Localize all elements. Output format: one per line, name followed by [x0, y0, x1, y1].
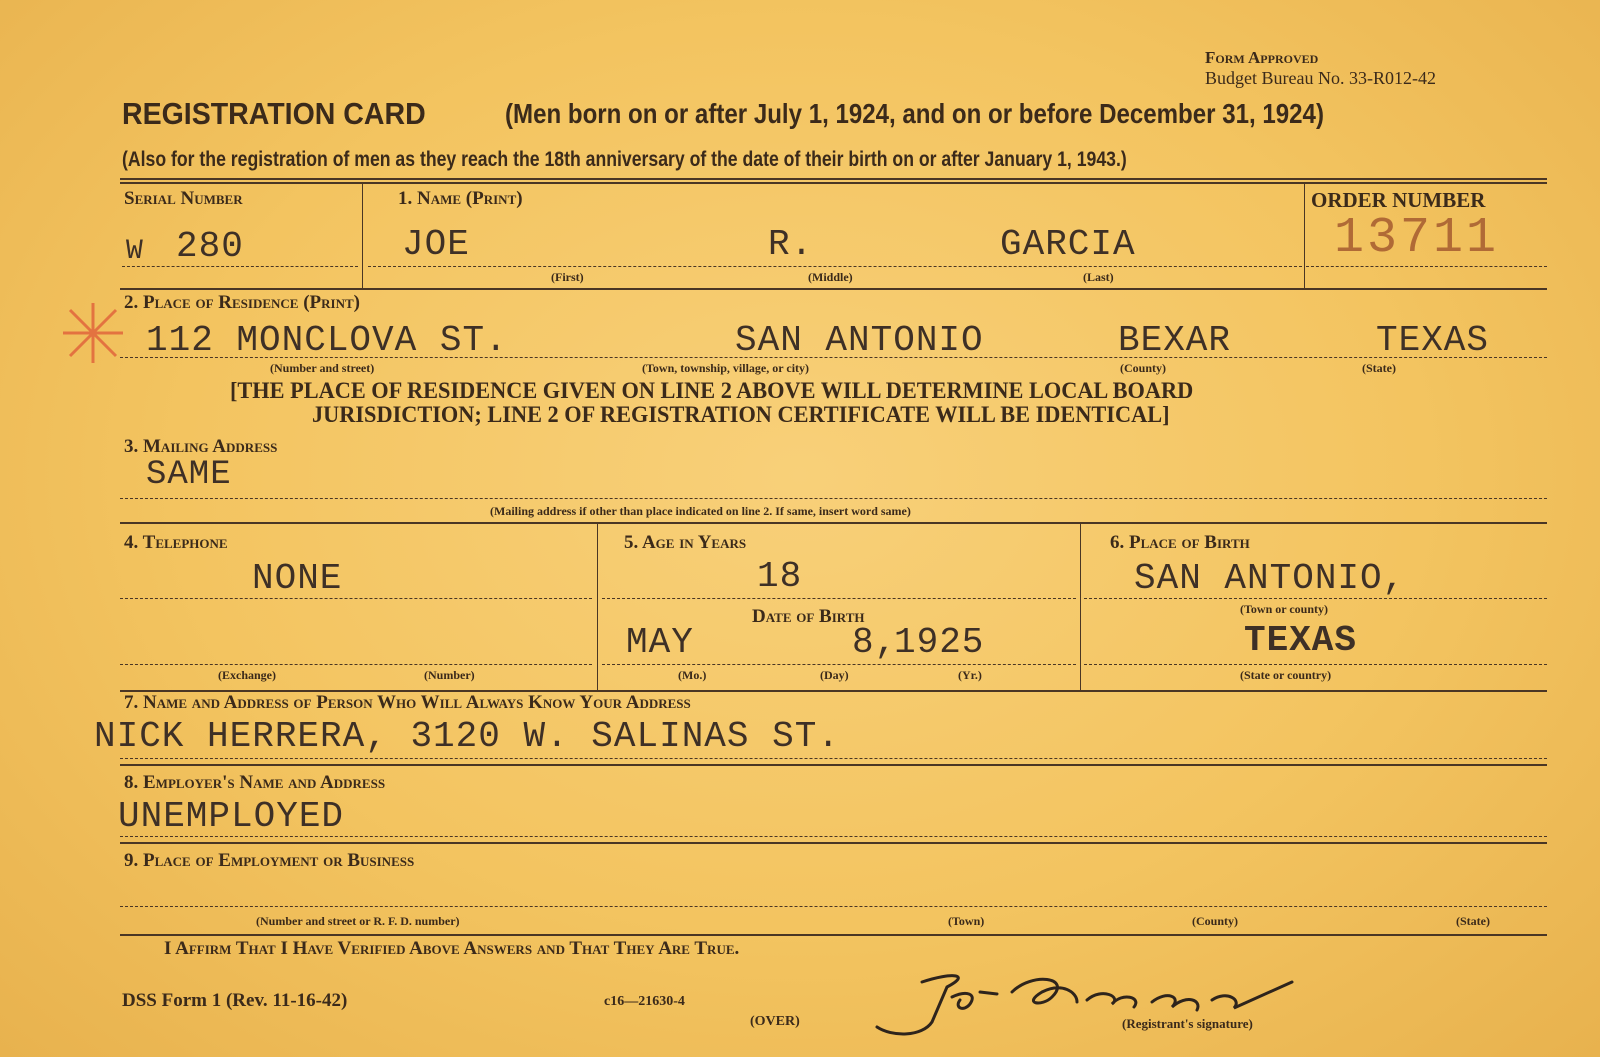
signature-caption: (Registrant's signature): [1122, 1016, 1253, 1031]
employment-street-caption: (Number and street or R. F. D. number): [256, 914, 460, 928]
dob-year: 1925: [894, 622, 985, 663]
birthplace-label: 6. Place of Birth: [1110, 532, 1250, 553]
residence-notice-line1: [THE PLACE OF RESIDENCE GIVEN ON LINE 2 ABOVE WILL DETERMINE LOCAL BOARD: [230, 378, 1194, 403]
employment-town-caption: (Town): [948, 914, 985, 928]
number-caption: (Number): [424, 668, 475, 682]
also-note: (Also for the registration of men as they reach the 18th anniversary of the date of their birth on or after January 1, 1943.): [122, 148, 1127, 171]
day-caption: (Day): [820, 668, 849, 682]
dob-label: Date of Birth: [752, 606, 865, 627]
mailing-caption: (Mailing address if other than place indicated on line 2. If same, insert word same): [490, 504, 911, 518]
last-name: GARCIA: [1000, 224, 1136, 265]
serial-prefix: W: [126, 236, 144, 267]
order-label: ORDER NUMBER: [1311, 188, 1486, 212]
residence-state: TEXAS: [1376, 320, 1490, 361]
birthplace-state-caption: (State or country): [1240, 668, 1332, 682]
affirm-statement: I Affirm That I Have Verified Above Answers and That They Are True.: [164, 938, 740, 959]
town-caption: (Town, township, village, or city): [642, 361, 810, 375]
telephone-label: 4. Telephone: [124, 532, 228, 553]
employment-state-caption: (State): [1456, 914, 1490, 928]
employer-label: 8. Employer's Name and Address: [124, 772, 386, 793]
serial-value: 280: [176, 226, 244, 267]
form-id: DSS Form 1 (Rev. 11-16-42): [122, 990, 348, 1011]
residence-street: 112 MONCLOVA ST.: [146, 320, 508, 361]
serial-label: Serial Number: [124, 188, 243, 209]
residence-label: 2. Place of Residence (Print): [124, 292, 360, 313]
year-caption: (Yr.): [958, 668, 982, 682]
over-note: (OVER): [750, 1014, 800, 1029]
residence-town: SAN ANTONIO: [735, 320, 984, 361]
contact-label: 7. Name and Address of Person Who Will Always Know Your Address: [124, 692, 691, 713]
employer-value: UNEMPLOYED: [118, 796, 345, 837]
print-code: c16—21630-4: [604, 994, 685, 1009]
middle-caption: (Middle): [808, 270, 853, 284]
budget-bureau: Budget Bureau No. 33-R012-42: [1205, 68, 1436, 88]
birthplace-state: TEXAS: [1244, 620, 1358, 661]
order-number: 13711: [1334, 210, 1500, 267]
employment-county-caption: (County): [1192, 914, 1239, 928]
telephone-value: NONE: [252, 558, 343, 599]
exchange-caption: (Exchange): [218, 668, 276, 682]
red-asterisk-mark: [58, 298, 128, 368]
form-approved: Form Approved: [1205, 48, 1319, 67]
birthplace-town-caption: (Town or county): [1240, 602, 1329, 616]
mailing-value: SAME: [146, 456, 232, 494]
age-label: 5. Age in Years: [624, 532, 747, 553]
first-name: JOE: [402, 224, 470, 265]
birth-range: (Men born on or after July 1, 1924, and on or before December 31, 1924): [505, 98, 1324, 129]
first-caption: (First): [551, 270, 584, 284]
age-value: 18: [757, 556, 803, 597]
residence-county: BEXAR: [1118, 320, 1232, 361]
mailing-label: 3. Mailing Address: [124, 436, 278, 457]
dob-day: 8,: [852, 622, 898, 663]
birthplace-town: SAN ANTONIO,: [1134, 558, 1406, 599]
county-caption: (County): [1120, 361, 1167, 375]
employment-label: 9. Place of Employment or Business: [124, 850, 415, 871]
name-label: 1. Name (Print): [398, 188, 523, 209]
middle-name: R.: [768, 224, 814, 265]
residence-notice-line2: JURISDICTION; LINE 2 OF REGISTRATION CERTIFICATE WILL BE IDENTICAL]: [312, 402, 1170, 427]
dob-month: MAY: [626, 622, 694, 663]
last-caption: (Last): [1083, 270, 1114, 284]
card-title: REGISTRATION CARD: [122, 96, 426, 131]
state-caption: (State): [1362, 361, 1396, 375]
header-rule: [120, 178, 1547, 184]
contact-value: NICK HERRERA, 3120 W. SALINAS ST.: [94, 716, 840, 757]
street-caption: (Number and street): [270, 361, 375, 375]
month-caption: (Mo.): [678, 668, 707, 682]
